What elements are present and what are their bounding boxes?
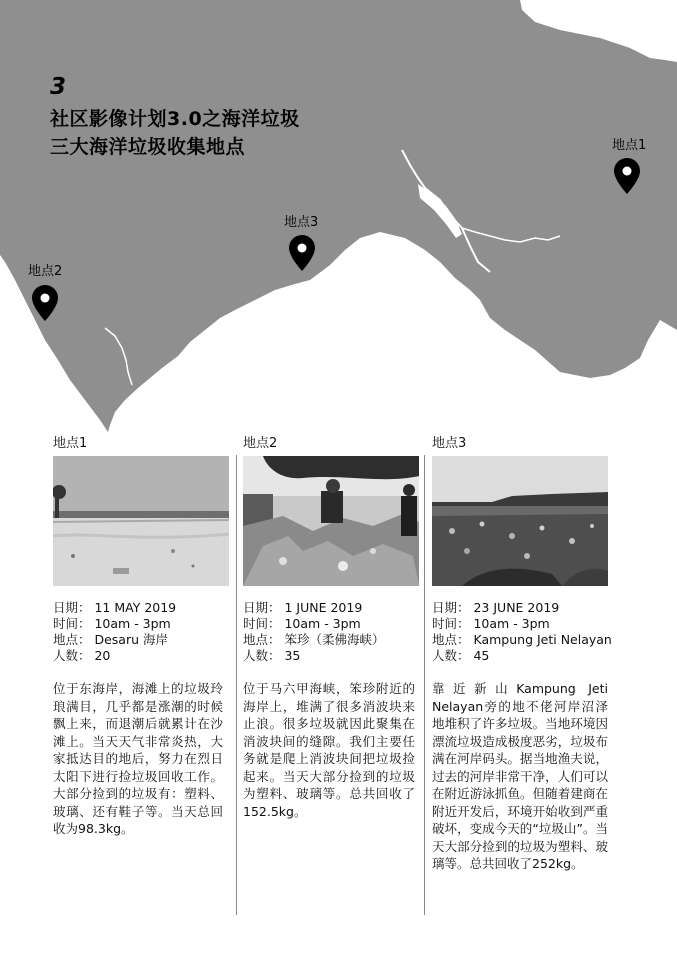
place-text: 地点： Desaru 海岸	[53, 632, 168, 647]
date-text: 日期： 23 JUNE 2019	[432, 600, 560, 615]
description-text: 位于马六甲海峡，笨珍附近的海岸上，堆满了很多消波块来止浪。很多垃圾就因此聚集在消波块间的缝隙。我们主要任务就是爬上消波块间把垃圾捡起来。当天大部分捡到的垃圾为塑料、玻璃等。总共回收了152.5kg。	[243, 681, 415, 819]
location-card-3	[432, 432, 610, 873]
people-text: 人数： 20	[53, 648, 111, 663]
map-pin-icon	[614, 158, 640, 194]
map-pin-icon	[32, 285, 58, 321]
beach-photo	[53, 456, 229, 586]
pin-label-3: 地点3	[284, 215, 319, 230]
pin-label-1: 地点1	[612, 138, 647, 153]
time-text: 时间： 10am - 3pm	[243, 616, 361, 631]
people-text: 人数： 45	[432, 648, 490, 663]
location-card-2	[243, 432, 421, 820]
location-card-1	[53, 432, 231, 838]
location-label: 地点3	[432, 436, 467, 451]
coastline-map	[0, 0, 677, 440]
map-pin-icon	[289, 235, 315, 271]
people-text: 人数： 35	[243, 648, 301, 663]
page-subtitle: 三大海洋垃圾收集地点	[50, 136, 246, 158]
column-divider	[236, 455, 237, 915]
breakwater-photo	[243, 456, 419, 586]
issue-number: 3	[50, 74, 67, 100]
riverbank-photo	[432, 456, 608, 586]
date-text: 日期： 11 MAY 2019	[53, 600, 177, 615]
date-text: 日期： 1 JUNE 2019	[243, 600, 363, 615]
time-text: 时间： 10am - 3pm	[432, 616, 550, 631]
time-text: 时间： 10am - 3pm	[53, 616, 171, 631]
place-text: 地点： Kampung Jeti Nelayan	[432, 632, 612, 647]
pin-label-2: 地点2	[28, 264, 63, 279]
description-text: 位于东海岸，海滩上的垃圾玲琅满目，几乎都是涨潮的时候飘上来，而退潮后就累计在沙滩上。当天天气非常炎热，大家抵达目的地后，努力在烈日太阳下进行捡垃圾回收工作。大部分捡到的垃圾有：塑料、玻璃、还有鞋子等。当天总回收为98.3kg。	[53, 681, 223, 836]
location-label: 地点2	[243, 436, 278, 451]
description-text: 靠近新山Kampung Jeti Nelayan旁的地不佬河岸沼泽地堆积了许多垃圾。当地环境因漂流垃圾造成极度恶劣，垃圾布满在河岸码头。据当地渔夫说，过去的河岸非常干净，人们可以在附近游泳抓鱼。但随着建商在附近开发后，环境开始收到严重破坏，变成今天的“垃圾山”。当天大部分捡到的垃圾为塑料、玻璃等。总共回收了252kg。	[432, 681, 608, 871]
location-label: 地点1	[53, 436, 88, 451]
column-divider	[424, 455, 425, 915]
land-mass	[0, 0, 677, 432]
page-title: 社区影像计划3.0之海洋垃圾	[50, 108, 300, 130]
info-block	[432, 600, 610, 664]
place-text: 地点： 笨珍（柔佛海峡）	[243, 632, 385, 647]
info-block	[243, 600, 421, 664]
info-block	[53, 600, 231, 664]
